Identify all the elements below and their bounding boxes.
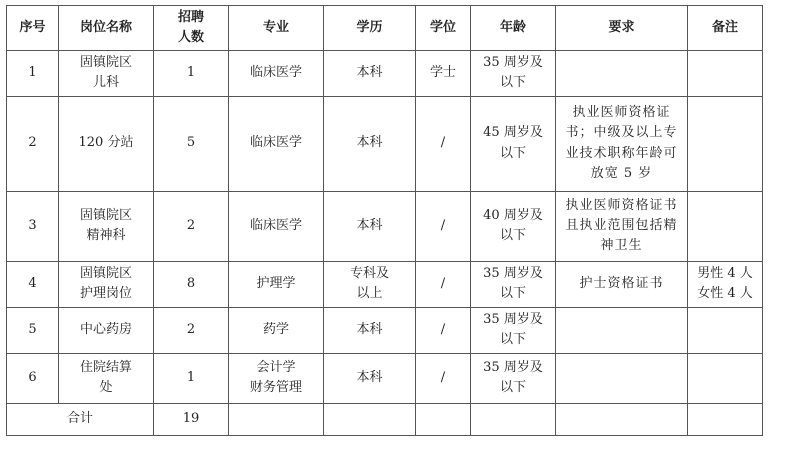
- cell-count: 1: [154, 353, 229, 403]
- cell-position: 120 分站: [59, 96, 154, 191]
- table-row: [7, 307, 763, 353]
- cell-age: 35 周岁及 以下: [471, 353, 556, 403]
- recruitment-table-wrapper: [6, 5, 763, 436]
- cell-remark: [688, 191, 763, 261]
- total-empty-degree: [416, 403, 471, 435]
- header-no: 序号: [7, 6, 59, 51]
- cell-no: 1: [7, 51, 59, 96]
- cell-no: 2: [7, 96, 59, 191]
- cell-position: 住院结算 处: [59, 353, 154, 403]
- table-row: [7, 261, 763, 307]
- table-row: [7, 191, 763, 261]
- cell-requirement: 执业医师资格证书 且执业范围包括精 神卫生: [556, 191, 688, 261]
- cell-age: 35 周岁及 以下: [471, 51, 556, 96]
- cell-degree: /: [416, 307, 471, 353]
- cell-requirement: 护士资格证书: [556, 261, 688, 307]
- cell-position: 固镇院区 护理岗位: [59, 261, 154, 307]
- cell-degree: /: [416, 191, 471, 261]
- cell-major: 会计学 财务管理: [229, 353, 324, 403]
- header-count: 招聘 人数: [154, 6, 229, 51]
- cell-education: 本科: [324, 191, 416, 261]
- total-empty-major: [229, 403, 324, 435]
- cell-major: 护理学: [229, 261, 324, 307]
- header-major: 专业: [229, 6, 324, 51]
- header-age: 年龄: [471, 6, 556, 51]
- cell-count: 1: [154, 51, 229, 96]
- cell-no: 3: [7, 191, 59, 261]
- cell-count: 8: [154, 261, 229, 307]
- cell-count: 2: [154, 191, 229, 261]
- total-row: [7, 403, 763, 435]
- cell-no: 5: [7, 307, 59, 353]
- table-row: [7, 96, 763, 191]
- total-empty-requirement: [556, 403, 688, 435]
- header-requirement: 要求: [556, 6, 688, 51]
- cell-remark: [688, 51, 763, 96]
- cell-remark: [688, 307, 763, 353]
- cell-position: 中心药房: [59, 307, 154, 353]
- cell-age: 45 周岁及 以下: [471, 96, 556, 191]
- cell-age: 35 周岁及 以下: [471, 307, 556, 353]
- cell-requirement: [556, 353, 688, 403]
- header-remark: 备注: [688, 6, 763, 51]
- cell-no: 6: [7, 353, 59, 403]
- cell-age: 35 周岁及 以下: [471, 261, 556, 307]
- cell-count: 5: [154, 96, 229, 191]
- cell-degree: /: [416, 353, 471, 403]
- cell-count: 2: [154, 307, 229, 353]
- cell-requirement: 执业医师资格证 书；中级及以上专 业技术职称年龄可 放宽 5 岁: [556, 96, 688, 191]
- header-row: [7, 6, 763, 51]
- cell-major: 临床医学: [229, 51, 324, 96]
- cell-degree: 学士: [416, 51, 471, 96]
- cell-education: 专科及 以上: [324, 261, 416, 307]
- cell-degree: /: [416, 261, 471, 307]
- total-count: 19: [154, 403, 229, 435]
- table-row: [7, 353, 763, 403]
- cell-position: 固镇院区 儿科: [59, 51, 154, 96]
- total-empty-remark: [688, 403, 763, 435]
- total-empty-age: [471, 403, 556, 435]
- cell-age: 40 周岁及 以下: [471, 191, 556, 261]
- cell-major: 药学: [229, 307, 324, 353]
- cell-position: 固镇院区 精神科: [59, 191, 154, 261]
- cell-education: 本科: [324, 51, 416, 96]
- header-degree: 学位: [416, 6, 471, 51]
- table-row: [7, 51, 763, 96]
- cell-remark: [688, 353, 763, 403]
- total-empty-education: [324, 403, 416, 435]
- cell-education: 本科: [324, 96, 416, 191]
- cell-requirement: [556, 51, 688, 96]
- header-education: 学历: [324, 6, 416, 51]
- cell-no: 4: [7, 261, 59, 307]
- cell-remark: 男性 4 人 女性 4 人: [688, 261, 763, 307]
- cell-major: 临床医学: [229, 191, 324, 261]
- cell-major: 临床医学: [229, 96, 324, 191]
- recruitment-table: [6, 5, 763, 436]
- cell-remark: [688, 96, 763, 191]
- header-position: 岗位名称: [59, 6, 154, 51]
- cell-requirement: [556, 307, 688, 353]
- cell-degree: /: [416, 96, 471, 191]
- cell-education: 本科: [324, 307, 416, 353]
- cell-education: 本科: [324, 353, 416, 403]
- total-label: 合计: [7, 403, 154, 435]
